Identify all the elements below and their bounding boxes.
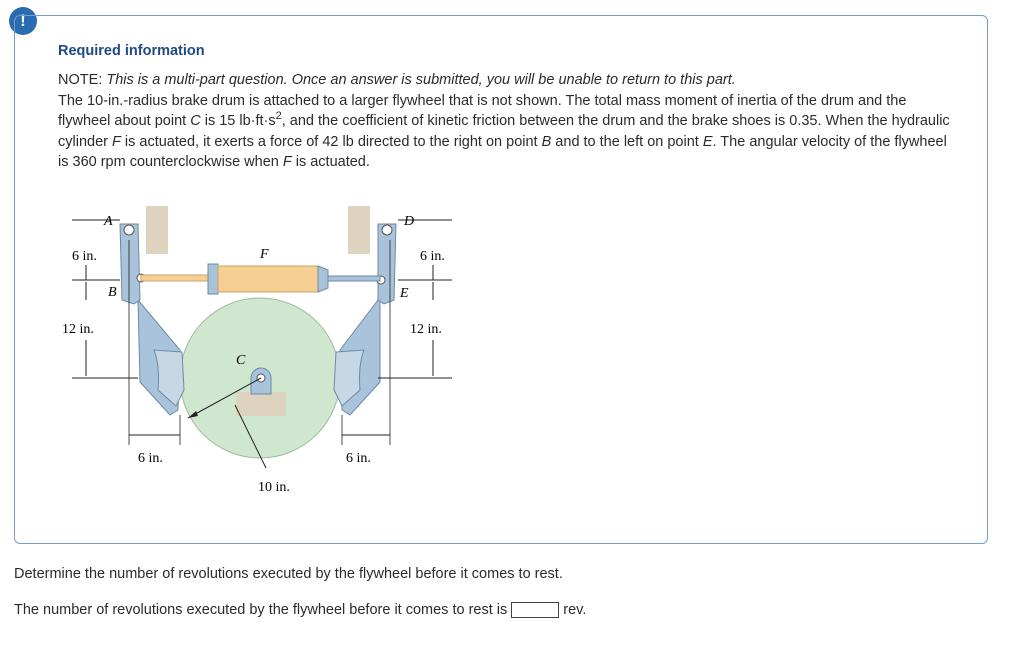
problem-text-4: is actuated, it exerts a force of 42 lb directed to the right on point bbox=[120, 133, 542, 150]
label-b: B bbox=[108, 285, 117, 300]
pivot-support bbox=[236, 392, 286, 416]
var-b: B bbox=[541, 133, 552, 150]
label-a: A bbox=[104, 214, 113, 229]
exponent: 2 bbox=[275, 110, 282, 123]
answer-prefix: The number of revolutions executed by the flywheel before it comes to rest is bbox=[14, 602, 508, 618]
label-e: E bbox=[400, 286, 409, 301]
var-e: E bbox=[702, 133, 713, 150]
label-d: D bbox=[404, 214, 415, 229]
cylinder-cap-right bbox=[318, 266, 328, 292]
note-label: NOTE: bbox=[58, 72, 103, 88]
problem-text-5: and to the left on point bbox=[551, 133, 703, 150]
left-lever-upper bbox=[120, 224, 140, 304]
piston-rod-left bbox=[141, 275, 211, 281]
dim-label-12in-left: 12 in. bbox=[62, 322, 94, 337]
alert-icon: ! bbox=[9, 7, 37, 35]
dim-label-6in-right: 6 in. bbox=[420, 249, 445, 264]
label-f: F bbox=[260, 247, 269, 262]
required-info-title: Required information bbox=[58, 43, 205, 59]
note-line bbox=[58, 70, 958, 91]
hydraulic-cylinder bbox=[218, 266, 318, 292]
problem-text-6: . The angular velocity of the flywheel is 360 rpm counterclockwise when bbox=[58, 133, 947, 170]
cylinder-cap-left bbox=[208, 264, 218, 294]
left-wall-support bbox=[146, 206, 168, 254]
problem-text-1: The 10-in.-radius brake drum is attached to a larger flywheel that is not shown. The total mass moment of inertia of the drum and the flywheel about point bbox=[58, 92, 907, 129]
dim-label-6in-bottom-right: 6 in. bbox=[346, 451, 371, 466]
problem-statement bbox=[58, 70, 958, 173]
right-lever-upper bbox=[378, 224, 396, 304]
label-c: C bbox=[236, 353, 246, 368]
pin-d bbox=[382, 225, 392, 235]
var-f: F bbox=[112, 133, 121, 150]
pin-a bbox=[124, 225, 134, 235]
question-text: Determine the number of revolutions executed by the flywheel before it comes to rest. bbox=[14, 566, 563, 582]
brake-drum-diagram bbox=[58, 200, 478, 500]
answer-row bbox=[14, 602, 586, 618]
dim-label-12in-right: 12 in. bbox=[410, 322, 442, 337]
dim-label-10in: 10 in. bbox=[258, 480, 290, 495]
problem-text-3: , and the coefficient of kinetic friction between the drum and the brake shoes is 0.35. When the hydraulic cylinder bbox=[58, 113, 950, 150]
var-f: F bbox=[282, 154, 292, 170]
problem-text-2: is 15 lb·ft·s bbox=[200, 113, 276, 129]
dim-label-6in-left: 6 in. bbox=[72, 249, 97, 264]
right-wall-support bbox=[348, 206, 370, 254]
piston-rod-right bbox=[328, 276, 380, 281]
answer-unit: rev. bbox=[563, 602, 587, 618]
note-text: This is a multi-part question. Once an answer is submitted, you will be unable to return to this part. bbox=[106, 72, 736, 88]
brake-drum-figure bbox=[58, 200, 478, 500]
var-c: C bbox=[190, 113, 201, 129]
revolutions-answer-input[interactable] bbox=[511, 602, 559, 618]
problem-text-7: is actuated. bbox=[291, 154, 370, 170]
problem-text bbox=[58, 91, 958, 173]
dim-label-6in-bottom-left: 6 in. bbox=[138, 451, 163, 466]
